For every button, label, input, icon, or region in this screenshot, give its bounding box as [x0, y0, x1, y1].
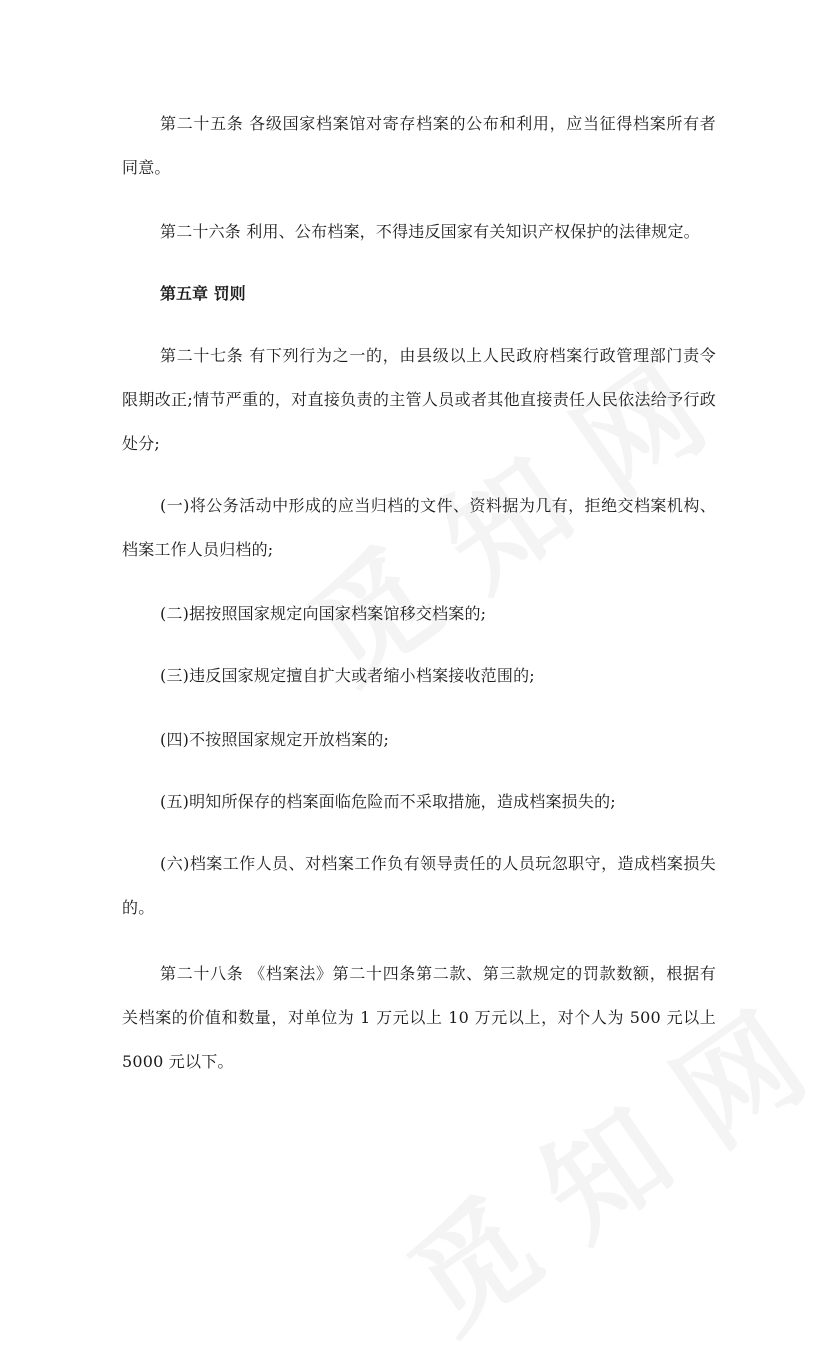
- chapter-heading: 第五章 罚则: [160, 284, 246, 303]
- list-item-5: (五)明知所保存的档案面临危险而不采取措施，造成档案损失的;: [160, 792, 616, 811]
- list-item-4: (四)不按照国家规定开放档案的;: [160, 730, 390, 749]
- article-27: 第二十七条 有下列行为之一的，由县级以上人民政府档案行政管理部门责令限期改正;情节严重的，对直接负责的主管人员或者其他直接责任人民依法给予行政处分;: [122, 346, 716, 453]
- article-25: 第二十五条 各级国家档案馆对寄存档案的公布和利用，应当征得档案所有者同意。: [122, 114, 716, 177]
- list-item-3: (三)违反国家规定擅自扩大或者缩小档案接收范围的;: [160, 666, 535, 685]
- list-item-1: (一)将公务活动中形成的应当归档的文件、资料据为几有，拒绝交档案机构、档案工作人员归档的;: [122, 496, 716, 559]
- list-item-6: (六)档案工作人员、对档案工作负有领导责任的人员玩忽职守，造成档案损失的。: [122, 854, 716, 917]
- list-item-2: (二)据按照国家规定向国家档案馆移交档案的;: [160, 604, 487, 623]
- article-26: 第二十六条 利用、公布档案，不得违反国家有关知识产权保护的法律规定。: [160, 222, 700, 241]
- article-28: 第二十八条 《档案法》第二十四条第二款、第三款规定的罚款数额，根据有关档案的价值和数量，对单位为 1 万元以上 10 万元以上，对个人为 500 元以上 5000 元以下。: [122, 964, 716, 1071]
